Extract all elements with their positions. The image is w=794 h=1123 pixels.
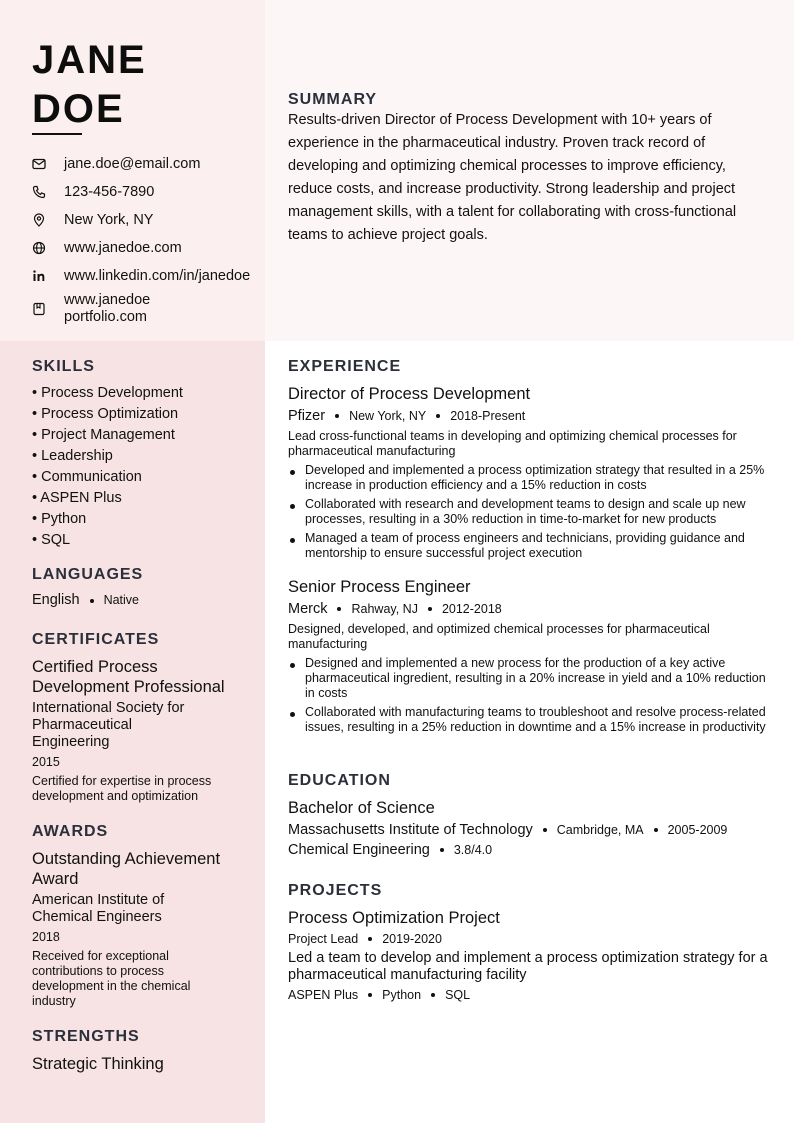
job-bullet: Collaborated with manufacturing teams to troubleshoot and resolve process-related issues, resulting in a 25% reduction in downtime and a 15% increase in productivity: [288, 705, 768, 735]
job-description: Lead cross-functional teams in developing and optimizing chemical processes for pharmaceutical manufacturing: [288, 429, 737, 458]
education-field-row: [288, 842, 768, 858]
experience-section: [288, 358, 768, 739]
skills-heading: SKILLS: [32, 358, 95, 375]
job-entry: [288, 384, 768, 561]
certificates-section: [32, 631, 247, 804]
job-description: Designed, developed, and optimized chemical processes for pharmaceutical manufacturing: [288, 622, 710, 651]
job-dates: 2012-2018: [441, 602, 502, 616]
language-entry: [32, 592, 247, 609]
name-divider: [32, 133, 82, 135]
skills-section: [32, 358, 247, 551]
portfolio-icon: [32, 299, 56, 319]
skill-item: • Process Optimization: [32, 406, 179, 422]
candidate-name: [32, 36, 147, 134]
job-bullets: [288, 463, 768, 561]
project-title: Process Optimization Project: [288, 909, 500, 927]
job-bullet: Developed and implemented a process optimization strategy that resulted in a 25% increase in production efficiency and a 15% reduction in costs: [288, 463, 768, 493]
linkedin-icon: [32, 266, 56, 286]
separator-dot: [440, 848, 444, 852]
name-first: JANE: [32, 38, 147, 82]
contact-location: [32, 206, 265, 234]
education-gpa: 3.8/4.0: [453, 843, 493, 857]
projects-heading: PROJECTS: [288, 882, 383, 899]
education-location: Cambridge, MA: [556, 823, 644, 837]
job-company: Merck: [288, 601, 328, 617]
award-title: Outstanding Achievement Award: [32, 850, 221, 888]
job-meta: [288, 408, 768, 424]
project-tool: Python: [382, 988, 422, 1002]
project-role: Project Lead: [288, 932, 359, 946]
job-bullet: Designed and implemented a new process for the production of a key active pharmaceutical ingredient, resulting in a 20% increase in yield and a 10% reduction in costs: [288, 656, 768, 701]
contact-phone-text: 123-456-7890: [64, 183, 155, 200]
skill-item: • Leadership: [32, 448, 113, 464]
job-location: New York, NY: [349, 409, 427, 423]
education-school: Massachusetts Institute of Technology: [288, 822, 533, 838]
job-dates: 2018-Present: [450, 409, 526, 423]
job-title: Director of Process Development: [288, 385, 531, 403]
name-last: DOE: [32, 87, 125, 131]
separator-dot: [335, 414, 339, 418]
certificates-heading: CERTIFICATES: [32, 631, 160, 648]
project-dates: 2019-2020: [382, 932, 442, 946]
separator-dot: [368, 993, 372, 997]
education-field: Chemical Engineering: [288, 842, 430, 858]
certificate-issuer: International Society for Pharmaceutical Engineering: [32, 700, 185, 750]
skill-item: • ASPEN Plus: [32, 490, 122, 506]
separator-dot: [543, 828, 547, 832]
job-location: Rahway, NJ: [351, 602, 418, 616]
job-meta: [288, 601, 768, 617]
languages-heading: LANGUAGES: [32, 566, 144, 583]
skill-item: • Communication: [32, 469, 142, 485]
contact-email[interactable]: [32, 150, 265, 178]
certificate-title: Certified Process Development Professional: [32, 658, 225, 696]
summary-text: Results-driven Director of Process Development with 10+ years of experience in the pharmaceutical industry. Proven track record of developing and optimizing chemical processes to improve efficiency, reduce costs, and increase productivity. Strong leadership and project management skills, with a talent for collaborating with cross-functional teams to achieve project goals.: [288, 112, 737, 243]
separator-dot: [90, 599, 94, 603]
awards-heading: AWARDS: [32, 823, 109, 840]
experience-heading: EXPERIENCE: [288, 358, 402, 375]
job-title: Senior Process Engineer: [288, 578, 471, 596]
summary-heading: SUMMARY: [288, 91, 378, 108]
education-dates: 2005-2009: [667, 823, 728, 837]
skill-item: • Python: [32, 511, 87, 527]
contact-portfolio[interactable]: [32, 290, 265, 328]
contact-email-text: jane.doe@email.com: [64, 155, 201, 172]
summary-section: [288, 91, 768, 247]
contact-location-text: New York, NY: [64, 211, 154, 228]
separator-dot: [654, 828, 658, 832]
project-meta: [288, 932, 768, 946]
project-tool: SQL: [445, 988, 471, 1002]
separator-dot: [436, 414, 440, 418]
award-year: 2018: [32, 930, 60, 944]
job-bullet: Collaborated with research and development teams to design and scale up new processes, resulting in a 30% reduction in time-to-market for new products: [288, 497, 768, 527]
awards-section: [32, 823, 247, 1009]
contact-website[interactable]: [32, 234, 265, 262]
contact-portfolio-text: www.janedoe portfolio.com: [64, 292, 151, 325]
contact-linkedin[interactable]: [32, 262, 265, 290]
globe-icon: [32, 238, 56, 258]
award-issuer: American Institute of Chemical Engineers: [32, 892, 165, 925]
skills-list: [32, 383, 247, 551]
phone-icon: [32, 182, 56, 202]
separator-dot: [428, 607, 432, 611]
language-level: Native: [103, 593, 139, 607]
email-icon: [32, 154, 56, 174]
education-heading: EDUCATION: [288, 772, 391, 789]
project-tools: [288, 988, 768, 1002]
contact-phone[interactable]: [32, 178, 265, 206]
strengths-section: [32, 1028, 247, 1074]
education-meta: [288, 822, 768, 838]
job-bullets: [288, 656, 768, 735]
skill-item: • Project Management: [32, 427, 175, 443]
certificate-description: Certified for expertise in process development and optimization: [32, 774, 212, 803]
strengths-heading: STRENGTHS: [32, 1028, 140, 1045]
location-pin-icon: [32, 210, 56, 230]
separator-dot: [337, 607, 341, 611]
education-degree: Bachelor of Science: [288, 799, 435, 817]
contact-list: [32, 150, 265, 328]
job-company: Pfizer: [288, 408, 326, 424]
certificate-year: 2015: [32, 755, 60, 769]
project-tool: ASPEN Plus: [288, 988, 359, 1002]
award-description: Received for exceptional contributions to process development in the chemical industry: [32, 949, 191, 1008]
job-entry: [288, 577, 768, 735]
contact-website-text: www.janedoe.com: [64, 239, 182, 256]
projects-section: [288, 882, 768, 1002]
skill-item: • SQL: [32, 532, 71, 548]
job-bullet: Managed a team of process engineers and technicians, providing guidance and mentorship to ensure successful project execution: [288, 531, 768, 561]
skill-item: • Process Development: [32, 385, 183, 401]
strength-item: Strategic Thinking: [32, 1055, 164, 1073]
languages-section: [32, 566, 247, 609]
contact-linkedin-text: www.linkedin.com/in/janedoe: [64, 267, 251, 284]
education-section: [288, 772, 768, 858]
separator-dot: [431, 993, 435, 997]
language-name: English: [32, 592, 80, 608]
project-description: Led a team to develop and implement a process optimization strategy for a pharmaceutical manufacturing facility: [288, 950, 768, 983]
separator-dot: [368, 937, 372, 941]
